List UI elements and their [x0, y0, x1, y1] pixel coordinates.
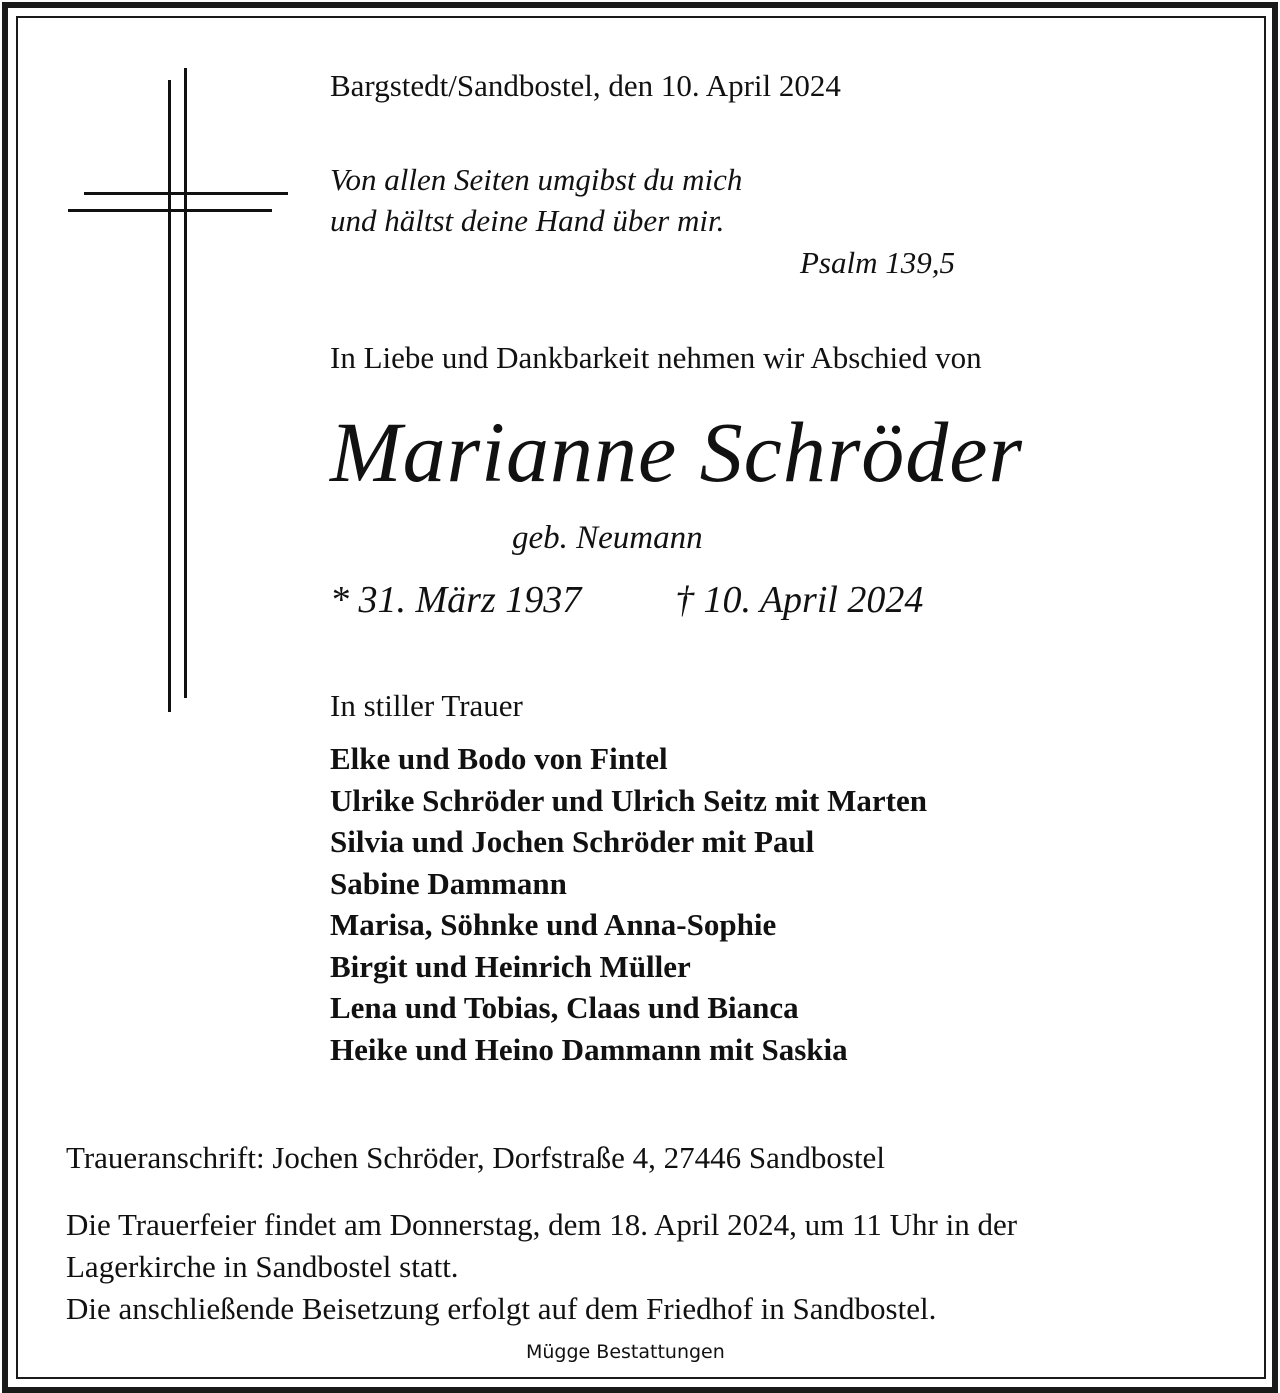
- mourner-name: Sabine Dammann: [330, 865, 567, 901]
- ceremony-info: [66, 1204, 1017, 1330]
- verse-line-2: und hältst deine Hand über mir.: [330, 203, 725, 238]
- mourner-name: Ulrike Schröder und Ulrich Seitz mit Marten: [330, 782, 927, 818]
- ceremony-line-3: Die anschließende Beisetzung erfolgt auf dem Friedhof in Sandbostel.: [66, 1291, 937, 1326]
- mourner-name: Lena und Tobias, Claas und Bianca: [330, 990, 799, 1025]
- mourner-name: Birgit und Heinrich Müller: [330, 948, 691, 984]
- death-date: † 10. April 2024: [675, 579, 924, 621]
- mourner-name: Marisa, Söhnke und Anna-Sophie: [330, 907, 777, 942]
- maiden-name: geb. Neumann: [512, 520, 703, 556]
- mourning-address: Traueranschrift: Jochen Schröder, Dorfstraße 4, 27446 Sandbostel: [66, 1140, 885, 1175]
- mourner-name: Silvia und Jochen Schröder mit Paul: [330, 824, 815, 859]
- ceremony-line-1: Die Trauerfeier findet am Donnerstag, dem 18. April 2024, um 11 Uhr in der: [66, 1207, 1018, 1242]
- verse-line-1: Von allen Seiten umgibst du mich: [330, 162, 743, 197]
- ceremony-line-2: Lagerkirche in Sandbostel statt.: [66, 1249, 459, 1284]
- birth-date: * 31. März 1937: [330, 579, 582, 621]
- intro-text: In Liebe und Dankbarkeit nehmen wir Abschied von: [330, 340, 982, 375]
- deceased-name: Marianne Schröder: [330, 404, 1023, 500]
- mourner-name: Elke und Bodo von Fintel: [330, 741, 668, 776]
- verse-source: Psalm 139,5: [800, 245, 955, 280]
- mourners-list: [330, 738, 927, 1070]
- mourning-heading: In stiller Trauer: [330, 688, 523, 723]
- undertaker-name: Mügge Bestattungen: [526, 1341, 725, 1363]
- mourner-name: Heike und Heino Dammann mit Saskia: [330, 1031, 848, 1067]
- place-date: Bargstedt/Sandbostel, den 10. April 2024: [330, 68, 841, 103]
